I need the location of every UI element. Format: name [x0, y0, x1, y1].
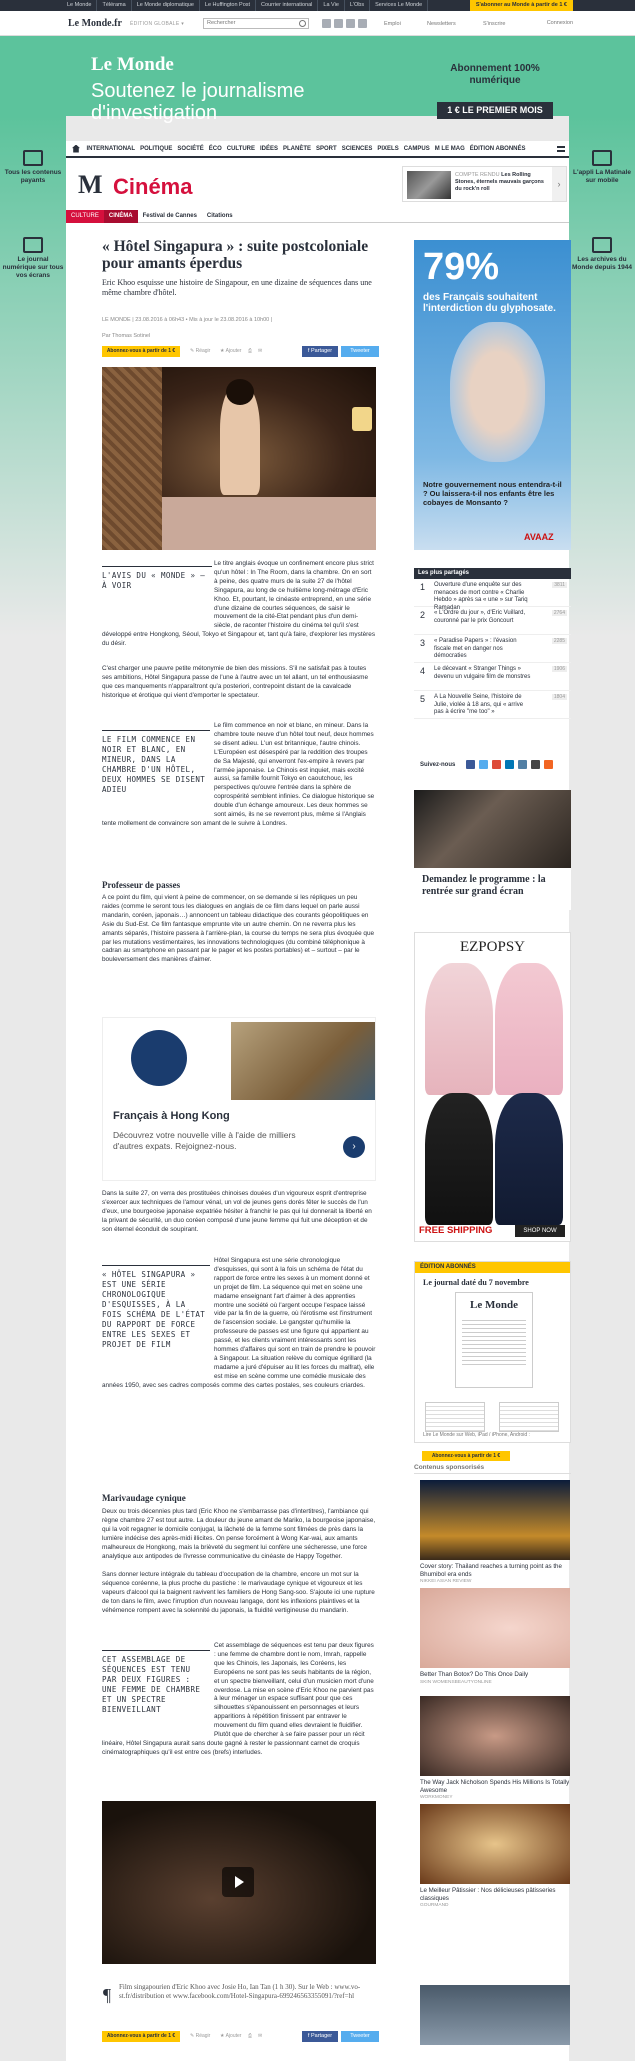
add-label: Ajouter — [225, 348, 242, 354]
share-count: 2764 — [553, 610, 565, 616]
share-label: Partager — [310, 348, 333, 354]
related-teaser[interactable] — [402, 166, 567, 202]
subheading: Professeur de passes — [102, 880, 181, 890]
supplement-thumbnail[interactable] — [425, 1402, 485, 1432]
sponsored-ad-hongkong[interactable] — [102, 1017, 376, 1181]
widget-title: Contenus sponsorisés — [414, 1464, 571, 1474]
nav-item[interactable]: IDÉES — [259, 145, 278, 152]
promo-paid-content[interactable] — [0, 150, 66, 185]
promo-logo: Le Monde — [91, 54, 174, 75]
home-icon[interactable] — [72, 145, 80, 153]
article-actions — [102, 346, 380, 358]
instagram-icon[interactable] — [518, 760, 527, 769]
promo-tagline: Soutenez le journalisme d'investigation — [91, 80, 305, 124]
paragraph-text: Cet assemblage de séquences est tenu par deux figures : une femme de chambre dont le nom, Imrah, rappelle que les Chinois, les Japonais, les Coréens, les Européens ne sont pas les seuls habitants de la région, et un spectre bienveillant, celui d'un musicien mort d'une overdose. La mise en scène d'Eric Khoo ne parvient pas à leur ménager un espace suffisant pour que ces silhouettes s'épanouissent en personnages et leurs apparitions à répétition finissent par entraver le mouvement du film quand elles devraient le fluidifier. Plutôt que de chercher à se faire passer pour un récit linéaire, Hôtel Singapura aurait sans doute gagné à rester le passionnant carnet de croquis cinématographiques qu'il est entre ces (brefs) interludes. — [102, 1642, 374, 1756]
nav-item[interactable]: CULTURE — [226, 145, 255, 152]
sidebar-ad-cinema[interactable] — [414, 790, 571, 910]
nav-item[interactable]: ÉDITION ABONNÉS — [469, 145, 526, 152]
sponsored-item[interactable] — [420, 1696, 570, 1800]
article-author[interactable]: Par Thomas Sotinel — [102, 333, 151, 339]
tablet-icon — [23, 237, 43, 253]
sidebar-ad-dresses[interactable] — [414, 932, 571, 1242]
nav-item[interactable]: SCIENCES — [341, 145, 373, 152]
print-icon[interactable]: ⎙ — [248, 348, 253, 354]
ad-headline: des Français souhaitent l'interdiction du glyphosate. — [423, 292, 556, 314]
item-title[interactable]: « L'Ordre du jour », d'Eric Vuillard, couronné par le prix Goncourt — [434, 610, 526, 624]
share-label: Tweeter — [350, 2033, 370, 2039]
network-link[interactable]: Le Monde — [62, 0, 97, 11]
dress-image — [425, 1093, 493, 1225]
film-credits: Film singapourien d'Eric Khoo avec Josie Ho, Ian Tan (1 h 30). Sur le Web : www.vo-st.fr/distribution et www.facebook.com/Hotel-Singapura-699246563355091/?ref=hl — [119, 1983, 361, 2000]
sponsored-item[interactable] — [420, 1480, 570, 1584]
main-nav — [66, 141, 569, 158]
twitter-share-button[interactable] — [341, 346, 379, 357]
paragraph-2: C'est charger une pauvre petite métonymie de bien des missions. S'il ne satisfait pas à toutes ses ambitions, Hôtel Singapura passe de l'une à l'autre avec un tel allant, un tel enthousiasme que ces manquements n'apparaîtront qu'a posteriori, contrepoint distant de la cavalcade historique et érotique qui vient d'emporter le spectateur. — [102, 665, 369, 699]
nav-item[interactable]: ÉCO — [208, 145, 222, 152]
twitter-share-button[interactable] — [341, 2031, 379, 2042]
rss-icon[interactable] — [544, 760, 553, 769]
subnav-cinema[interactable]: CINÉMA — [104, 210, 138, 223]
sponsored-source: GOURMAND — [420, 1903, 449, 1908]
photo-bed — [162, 497, 376, 550]
section-title[interactable]: Cinéma — [113, 174, 193, 199]
sponsored-source: WORKMONEY — [420, 1795, 453, 1800]
sponsored-source: NIKKEI ASIAN REVIEW — [420, 1579, 472, 1584]
subscribe-button[interactable]: Abonnez-vous à partir de 1 € — [422, 1451, 510, 1461]
react-label: Réagir — [195, 348, 211, 354]
folder-icon — [592, 237, 612, 253]
search-icon[interactable] — [299, 20, 306, 27]
email-icon[interactable]: ✉ — [258, 2033, 263, 2039]
edition-date: Le journal daté du 7 novembre — [423, 1278, 529, 1287]
sponsored-content-widget — [414, 1464, 571, 1474]
emploi-link[interactable]: Emploi — [384, 21, 401, 27]
subscribe-promo-link[interactable]: S'abonner au Monde à partir de 1 € — [470, 0, 573, 11]
video-player[interactable] — [102, 1801, 376, 1964]
newspaper-text-lines — [462, 1317, 526, 1365]
promo-label: L'appli La Matinale sur mobile — [573, 169, 631, 184]
react-label: Réagir — [195, 2033, 211, 2039]
sponsored-item[interactable] — [420, 1588, 570, 1685]
photo-lamp — [352, 407, 372, 431]
subheading: Marivaudage cynique — [102, 1493, 186, 1503]
article-photo — [102, 367, 376, 550]
facebook-share-button[interactable]: f Partager — [302, 2031, 338, 2042]
chevron-right-icon[interactable]: › — [552, 167, 566, 201]
promo-label: Tous les contenus payants — [4, 169, 62, 184]
ad-brand: EZPOPSY — [459, 939, 526, 955]
nav-item[interactable]: PIXELS — [377, 145, 399, 152]
article-dek: Eric Khoo esquisse une histoire de Singapour, en une dizaine de séquences dans une même chambre d'hôtel. — [102, 278, 372, 297]
subscribe-button[interactable]: Abonnez-vous à partir de 1 € — [102, 346, 180, 357]
sponsored-image — [420, 1480, 570, 1560]
subscription-banner[interactable] — [0, 36, 635, 124]
add-label: Ajouter — [225, 2033, 242, 2039]
ad-percentage: 79% — [423, 246, 500, 288]
item-title[interactable]: Le décevant « Stranger Things » devenu un vulgaire film de monstres — [434, 666, 531, 680]
network-link[interactable]: L'Obs — [345, 0, 370, 11]
googleplus-icon[interactable] — [492, 760, 501, 769]
list-item[interactable] — [414, 607, 571, 635]
newspaper-cover[interactable] — [455, 1292, 533, 1388]
float-spacer — [102, 560, 214, 626]
share-count: 3811 — [554, 582, 565, 588]
play-icon — [235, 1876, 244, 1888]
rank: 2 — [420, 610, 426, 620]
subnav-citations[interactable]: Citations — [206, 212, 233, 219]
facebook-share-button[interactable]: f Partager — [302, 346, 338, 357]
linkedin-icon[interactable] — [505, 760, 514, 769]
linkedin-icon[interactable] — [358, 19, 367, 28]
promo-offer: Abonnement 100% numérique — [450, 63, 540, 86]
pull-quote: « HÔTEL SINGAPURA » EST UNE SÉRIE CHRONOLOGIQUE D'ESQUISSES, À LA FOIS SCHÉMA DE L'ÉTAT DU RAPPORT DE FORCE ENTRE LES SEXES ET PROJET DE FILM — [102, 1265, 210, 1350]
paragraph-text: Le titre anglais évoque un confinement encore plus strict qu'un hôtel : In The Room, dans la chambre. On en sort à peine, des quatre murs de la suite 27 de l'hôtel Singapura, au long de ce huitième long-métrage d'Eric Khoo. Et, pourtant, le cinéaste entreprend, en une série d'une dizaine de courtes séquences, de saisir le mouvement de la cité-Etat pendant plus d'un demi-siècle, de raconter l'histoire du cinéma tel qu'il s'est développé entre Hongkong, Séoul, Tokyo et Singapour et, tant qu'à faire, d'explorer les mystères du désir. — [102, 560, 376, 648]
ad-title: Français à Hong Kong — [113, 1110, 230, 1122]
sponsored-title[interactable]: Le Meilleur Pâtissier : Nos délicieuses pâtisseries classiques — [420, 1887, 556, 1902]
network-link[interactable]: Le Monde diplomatique — [132, 0, 200, 11]
login-link[interactable]: Connexion — [546, 20, 573, 26]
add-link[interactable]: ★ Ajouter — [220, 348, 242, 354]
pull-quote: L'AVIS DU « MONDE » – À VOIR — [102, 566, 212, 591]
site-header — [0, 11, 635, 36]
share-count: 1906 — [553, 666, 565, 672]
share-count: 2285 — [553, 638, 565, 644]
sponsored-image — [420, 1985, 570, 2045]
dress-image — [495, 1093, 563, 1225]
shop-now-button[interactable]: SHOP NOW — [515, 1225, 565, 1237]
signup-link[interactable]: S'inscrire — [483, 21, 506, 27]
rank: 4 — [420, 666, 426, 676]
supplement-thumbnail[interactable] — [499, 1402, 559, 1432]
network-link[interactable]: La Vie — [318, 0, 345, 11]
mobile-icon[interactable] — [531, 760, 540, 769]
rank: 5 — [420, 694, 426, 704]
react-link[interactable]: ✎ Réagir — [190, 348, 211, 354]
search-input[interactable] — [203, 18, 309, 29]
sponsored-source: SKIN WOMENSBEAUTYONLINE — [420, 1679, 492, 1685]
react-link[interactable]: ✎ Réagir — [190, 2033, 211, 2039]
paragraph-text: Hôtel Singapura est une série chronologique d'esquisses, qui sont à la fois un schéma de l'état du rapport de force entre les sexes à un moment donné et un projet de film. La séquence qui met en scène une madame enseignant l'art d'aimer à des apprenties montre une société où l'argent occupe l'espace laissé vide par la fin de la guerre, où l'érotisme est l'instrument de l'ascension sociale. Le gangster qu'humilie la professeure de passes est une figure qui appartient au passé, et les clients vraiment intéressants sont les hommes d'affaires qui sont en train de prendre le pouvoir à Singapour. La situation relève du comique égrillard (la madame a juré d'épuiser au lit les forces du malfrat), elle est mise en scène comme une comédie musicale des années 1950, avec ses cadres composés comme des cartes postales, ses couleurs criardes. — [102, 1257, 376, 1389]
screen-icon — [23, 150, 43, 166]
network-link[interactable]: Services Le Monde — [370, 0, 428, 11]
ad-title: Demandez le programme : la rentrée sur grand écran — [422, 874, 546, 897]
article-actions-bottom — [102, 2031, 380, 2043]
pull-quote: CET ASSEMBLAGE DE SÉQUENCES EST TENU PAR DEUX FIGURES : UNE FEMME DE CHAMBRE ET UN SPECTRE BIENVEILLANT — [102, 1650, 210, 1715]
nav-item[interactable]: POLITIQUE — [140, 145, 173, 152]
subscriber-edition-widget — [414, 1261, 571, 1443]
print-icon[interactable]: ⎙ — [248, 2033, 253, 2039]
subscribe-button[interactable]: Abonnez-vous à partir de 1 € — [102, 2031, 180, 2042]
most-shared-widget — [414, 568, 571, 719]
bird-logo-icon — [131, 1030, 187, 1086]
sponsored-title[interactable]: Cover story: Thailand reaches a turning point as the Bhumibol era ends — [420, 1563, 562, 1578]
top-network-bar — [0, 0, 635, 11]
nav-item[interactable]: CAMPUS — [403, 145, 430, 152]
subnav-cannes[interactable]: Festival de Cannes — [142, 212, 197, 219]
twitter-icon[interactable] — [479, 760, 488, 769]
teaser-title — [455, 172, 550, 193]
nav-item[interactable]: M LE MAG — [434, 145, 465, 152]
rank: 1 — [420, 582, 426, 592]
edition-selector[interactable]: ÉDITION GLOBALE ▾ — [130, 21, 185, 27]
sponsored-item[interactable] — [420, 1804, 570, 1908]
ad-brand: AVAAZ — [524, 532, 554, 542]
phone-icon — [592, 150, 612, 166]
add-link[interactable]: ★ Ajouter — [220, 2033, 242, 2039]
network-link[interactable]: Le Huffington Post — [200, 0, 256, 11]
ad-free-shipping: FREE SHIPPING — [419, 1225, 493, 1236]
left-promo-rail — [0, 116, 66, 636]
twitter-icon[interactable] — [334, 19, 343, 28]
newspaper-logo: Le Monde — [470, 1299, 518, 1311]
sponsored-item[interactable] — [420, 1985, 570, 2045]
googleplus-icon[interactable] — [346, 19, 355, 28]
nav-item[interactable]: SPORT — [316, 145, 337, 152]
list-item[interactable] — [414, 691, 571, 719]
sponsored-title[interactable]: Better Than Botox? Do This Once Daily — [420, 1671, 529, 1678]
sponsored-image — [420, 1804, 570, 1884]
chevron-right-icon[interactable]: › — [343, 1136, 365, 1158]
promo-label: Les archives du Monde depuis 1944 — [572, 256, 632, 271]
section-subnav — [66, 210, 569, 223]
teaser-text: Les Rolling Stones, éternels mauvais garçons du rock'n roll — [455, 172, 544, 192]
photo-hair — [226, 379, 254, 405]
teaser-kicker: COMPTE RENDU — [455, 172, 500, 178]
article-dateline: LE MONDE | 23.08.2016 à 06h43 • Mis à jour le 23.08.2016 à 10h00 | — [102, 317, 273, 323]
email-icon[interactable]: ✉ — [258, 348, 263, 354]
promo-archives[interactable] — [569, 237, 635, 272]
nav-item[interactable]: PLANÈTE — [283, 145, 312, 152]
widget-title: Les plus partagés — [414, 568, 571, 579]
sponsored-image — [420, 1588, 570, 1668]
paragraph-8: Sans donner lecture intégrale du tableau d'occupation de la chambre, encore un mot sur la séquence coréenne, la plus proche du pastiche : le marivaudage cynique et vigoureux et les vapeurs d'alcool qui la baignent ravivent les familiers de Hong Sang-soo. S'ajoute ici une rupture de ton dans le film, avec l'irruption d'un nouveau langage, dont les inflexions plaintives et la véhémence rompent avec la solennité du japonais, la fluidité vertigineuse du mandarin. — [102, 1571, 375, 1614]
subnav-culture[interactable]: CULTURE — [66, 210, 104, 223]
nav-item[interactable]: SOCIÉTÉ — [177, 145, 204, 152]
share-label: Tweeter — [350, 348, 370, 354]
share-count: 1804 — [553, 694, 565, 700]
paragraph-7: Deux ou trois décennies plus tard (Eric Khoo ne s'embarrasse pas d'intertitres), l'ambiance qui règne chambre 27 est tout autre. La douleur du jeune amant de Mariko, la bourgeoise japonaise, qui la voit regagner le domicile conjugal, la lâcheté de la femme sont filmées de près dans la lumière indécise des après-midi illicites. On pense forcément à Wong Kar-wai, aux amants malheureux de Hongkong, mais la brièveté du segment lui confère une sécheresse, une force analytique aux antipodes de l'ivresse communicative du cinéaste de Happy Together. — [102, 1508, 376, 1560]
ad-description: Découvrez votre nouvelle ville à l'aide de milliers d'autres expats. Rejoignez-nous. — [113, 1130, 296, 1151]
ad-image — [414, 790, 571, 868]
right-promo-rail — [569, 116, 635, 636]
share-label: Partager — [310, 2033, 333, 2039]
ad-photo — [231, 1022, 375, 1100]
list-item[interactable] — [414, 663, 571, 691]
article-title: « Hôtel Singapura » : suite postcoloniale pour amants éperdus — [102, 238, 369, 272]
menu-icon[interactable] — [557, 146, 565, 152]
sponsored-title[interactable]: The Way Jack Nicholson Spends His Millions Is Totally Awesome — [420, 1779, 570, 1794]
network-link[interactable]: Télérama — [97, 0, 131, 11]
ad-child-photo — [450, 322, 545, 462]
promo-digital-journal[interactable] — [0, 237, 66, 280]
promo-cta-button[interactable]: 1 € LE PREMIER MOIS — [437, 102, 553, 119]
paragraph-mark-icon: ¶ — [103, 1985, 112, 2005]
reading-platforms-note: Lire Le Monde sur Web, iPad / iPhone, Android : — [423, 1432, 530, 1438]
follow-us-label: Suivez-nous — [420, 762, 456, 768]
facebook-icon[interactable] — [322, 19, 331, 28]
sponsored-image — [420, 1696, 570, 1776]
item-title[interactable]: A La Nouvelle Seine, l'histoire de Julie, violée à 18 ans, qui « arrive pas à écrire "me too" » — [434, 694, 524, 715]
list-item[interactable] — [414, 579, 571, 611]
paragraph-1 — [102, 560, 376, 666]
sidebar-ad-avaaz[interactable] — [414, 240, 571, 550]
network-link[interactable]: Courrier international — [256, 0, 318, 11]
promo-label: Le journal numérique sur tous vos écrans — [2, 256, 64, 279]
teaser-image — [407, 171, 451, 199]
item-title[interactable]: Ouverture d'une enquête sur des menaces de mort contre « Charlie Hebdo » après sa « une » sur Tariq Ramadan — [434, 582, 528, 611]
promo-matinale-app[interactable] — [569, 150, 635, 185]
facebook-icon[interactable] — [466, 760, 475, 769]
photo-wallpaper — [102, 367, 162, 550]
ad-body: Notre gouvernement nous entendra-t-il ? Ou laissera-t-il nos enfants être les cobayes de Monsanto ? — [423, 480, 562, 507]
newsletters-link[interactable]: Newsletters — [427, 21, 456, 27]
paragraph-4: A ce point du film, qui vient à peine de commencer, on se demande si les répliques un peu raides (comme le seront tous les dialogues en anglais de ce film dans lequel on parle aussi mandarin, coréen, japonais…) annoncent un tableau didactique des courants géopolitiques en Asie du Sud-Est. Ce film fantasque emprunte vite un autre chemin. On ne reverra plus les amants séparés, l'histoire passera à l'arrière-plan, la course du temps ne sera plus évoquée que par les mutations vestimentaires, les innovations technologiques (du combiné téléphonique à cadran au smartphone en passant par le pager et les postes portables) et – surtout – par le bouleversement des manières d'aimer. — [102, 894, 375, 964]
paragraph-5: Dans la suite 27, on verra des prostituées chinoises douées d'un vigoureux esprit d'entreprise s'exercer aux techniques de l'amour vénal, un vol de jeunes gens dorés fêter le succès de l'un d'eux, une bourgeoise japonaise expatriée hésiter à franchir le pas qui lui donnerait la liberté en la privant de sécurité, un duo coréen composé d'une jeune femme qui fuit une déception et de son éternel éconduit de soupirant. — [102, 1190, 372, 1233]
widget-title: ÉDITION ABONNÉS — [415, 1262, 570, 1273]
rank: 3 — [420, 638, 426, 648]
dress-image — [495, 963, 563, 1095]
pull-quote: LE FILM COMMENCE EN NOIR ET BLANC, EN MINEUR, DANS LA CHAMBRE D'UN HÔTEL, DEUX HOMMES SE DISENT ADIEU — [102, 730, 210, 795]
site-logo[interactable]: Le Monde.fr — [68, 18, 122, 29]
nav-item[interactable]: INTERNATIONAL — [86, 145, 136, 152]
list-item[interactable] — [414, 635, 571, 663]
paragraph-text: Le film commence en noir et blanc, en mineur. Dans la chambre toute neuve d'un hôtel tout neuf, deux hommes se disent adieu. L'un est britannique, l'autre chinois. L'Européen est désespéré par la reddition des troupes de Sa Majesté, qui enverront l'ex-empire à revers par l'armée japonaise. Le Chinois est inquiet, mais excité aussi, sa famille fournit Tokyo en caoutchouc, les perspectives qu'ouvre l'entrée dans la sphère de coprospérité semblent infinies. Ce dialogue historique se double d'un échange amoureux. Les deux hommes se sont aimés, ils ne se reverront plus, même si l'Anglais tente mollement de convaincre son amant de le suivre à Londres. — [102, 722, 375, 827]
item-title[interactable]: « Paradise Papers » : l'évasion fiscale met en danger nos démocraties — [434, 638, 517, 659]
section-logo[interactable]: M — [78, 170, 103, 199]
search-placeholder: Rechercher — [207, 20, 236, 26]
dress-image — [425, 963, 493, 1095]
